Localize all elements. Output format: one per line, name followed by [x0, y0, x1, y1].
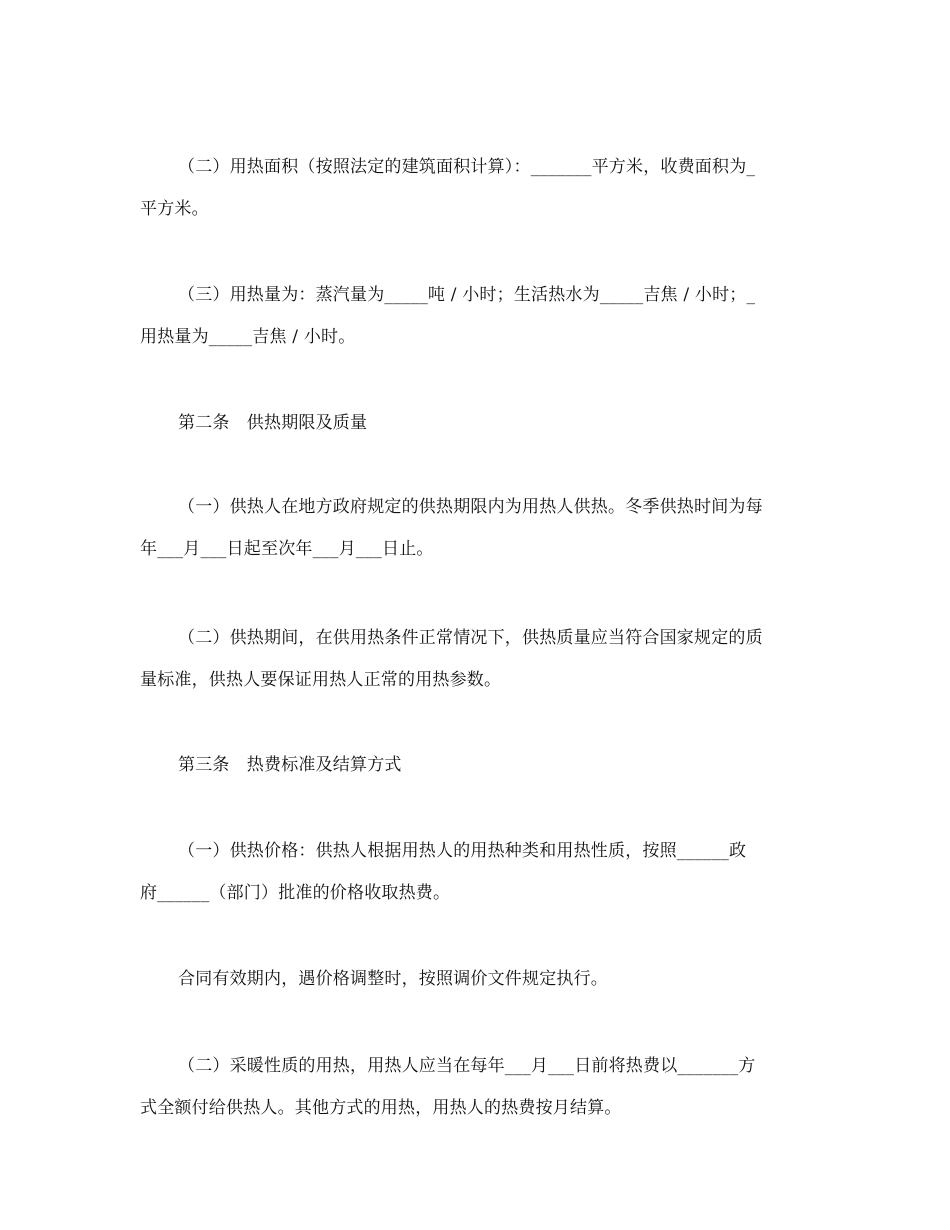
text-line: 合同有效期内，遇价格调整时，按照调价文件规定执行。 — [178, 969, 608, 989]
text-line: （二）采暖性质的用热，用热人应当在每年___月___日前将热费以_______方 — [178, 1056, 756, 1076]
text-line: （二）用热面积（按照法定的建筑面积计算）：_______平方米，收费面积为_ — [178, 157, 756, 177]
text-line: 府______（部门）批准的价格收取热费。 — [140, 883, 451, 903]
text-line: 式全额付给供热人。其他方式的用热，用热人的热费按月结算。 — [140, 1098, 622, 1118]
paragraph-price-adjustment — [140, 958, 812, 1000]
text-line: （二）供热期间，在供用热条件正常情况下，供热质量应当符合国家规定的质 — [178, 628, 763, 648]
paragraph-supply-period — [140, 486, 812, 570]
paragraph-heat-amount — [140, 274, 812, 358]
text-line: （一）供热人在地方政府规定的供热期限内为用热人供热。冬季供热时间为每 — [178, 497, 763, 517]
text-line: 用热量为_____吉焦 / 小时。 — [140, 327, 356, 347]
paragraph-heat-area — [140, 146, 812, 230]
text-line: 年___月___日起至次年___月___日止。 — [140, 539, 434, 559]
section-heading: 第三条 热费标准及结算方式 — [178, 755, 402, 775]
article-3-heading — [140, 744, 812, 786]
text-line: 量标准，供热人要保证用热人正常的用热参数。 — [140, 670, 502, 690]
paragraph-payment — [140, 1045, 812, 1129]
text-line: （一）供热价格：供热人根据用热人的用热种类和用热性质，按照______政 — [178, 841, 747, 861]
text-line: 平方米。 — [140, 199, 209, 219]
text-line: （三）用热量为：蒸汽量为_____吨 / 小时；生活热水为_____吉焦 / 小时；_ — [178, 285, 756, 305]
paragraph-supply-quality — [140, 617, 812, 701]
paragraph-heat-price — [140, 830, 812, 914]
article-2-heading — [140, 402, 812, 444]
section-heading: 第二条 供热期限及质量 — [178, 413, 368, 433]
